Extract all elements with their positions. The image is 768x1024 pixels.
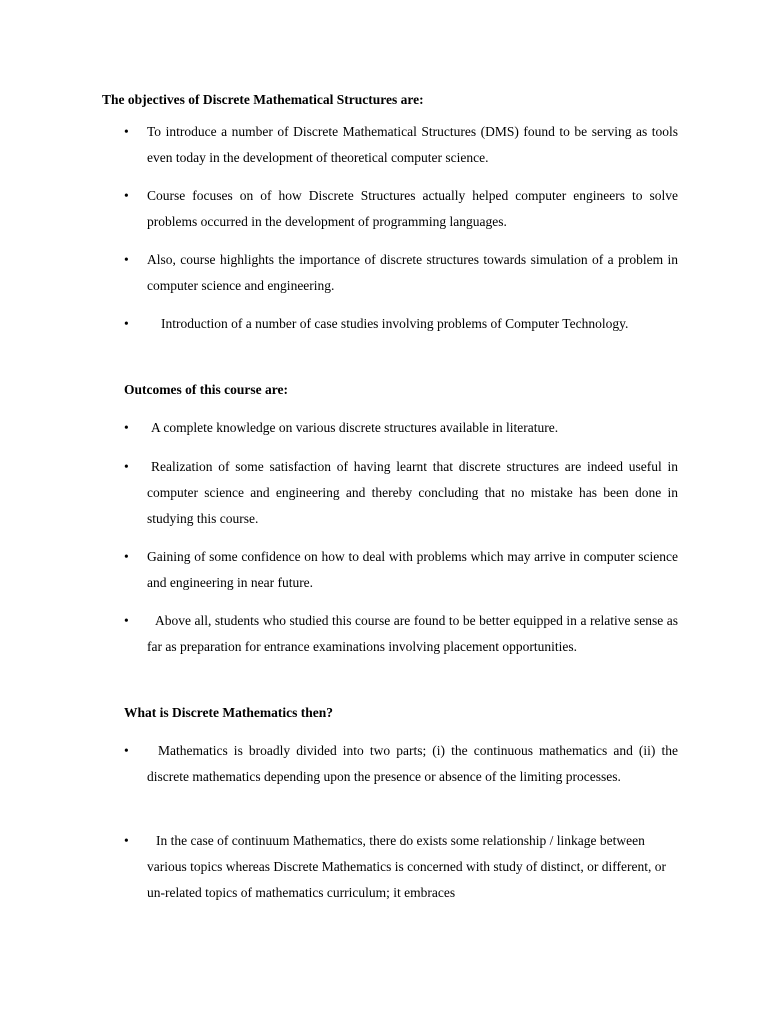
bullet-icon: •	[124, 743, 129, 758]
list-item-text: Above all, students who studied this course are found to be better equipped in a relative sense as far as preparation for entrance examinations involving placement opportunities.	[147, 613, 678, 654]
list-item-text: Introduction of a number of case studies involving problems of Computer Technology.	[161, 316, 629, 331]
list-item-text: To introduce a number of Discrete Mathematical Structures (DMS) found to be serving as tools even today in the development of theoretical computer science.	[147, 124, 678, 165]
list-item-text: Course focuses on of how Discrete Structures actually helped computer engineers to solve problems occurred in the development of programming languages.	[147, 188, 678, 229]
bullet-icon: •	[124, 833, 129, 848]
bullet-icon: •	[124, 420, 129, 435]
bullet-icon: •	[124, 549, 129, 564]
list-item-text: A complete knowledge on various discrete structures available in literature.	[151, 420, 559, 435]
list-item-text: Gaining of some confidence on how to deal with problems which may arrive in computer science and engineering in near future.	[147, 549, 678, 590]
bullet-icon: •	[124, 459, 129, 474]
list-item-text: In the case of continuum Mathematics, there do exists some relationship / linkage between various topics whereas Discrete Mathematics is concerned with study of distinct, or different, or un-related topics of mathematics curriculum; it embraces	[147, 833, 666, 900]
list-item-text: Mathematics is broadly divided into two parts; (i) the continuous mathematics and (ii) the discrete mathematics depending upon the presence or absence of the limiting processes.	[147, 743, 678, 784]
bullet-icon: •	[124, 188, 129, 203]
bullet-icon: •	[124, 613, 129, 628]
section-heading-outcomes: Outcomes of this course are:	[124, 382, 288, 397]
bullet-icon: •	[124, 124, 129, 139]
bullet-icon: •	[124, 252, 129, 267]
section-heading-objectives: The objectives of Discrete Mathematical Structures are:	[102, 92, 424, 107]
list-item-text: Realization of some satisfaction of having learnt that discrete structures are indeed useful in computer science and engineering and thereby concluding that no mistake has been done in studying this course.	[147, 459, 678, 526]
section-heading-what-is-dm: What is Discrete Mathematics then?	[124, 705, 333, 720]
bullet-icon: •	[124, 316, 129, 331]
list-item-text: Also, course highlights the importance of discrete structures towards simulation of a problem in computer science and engineering.	[147, 252, 678, 293]
